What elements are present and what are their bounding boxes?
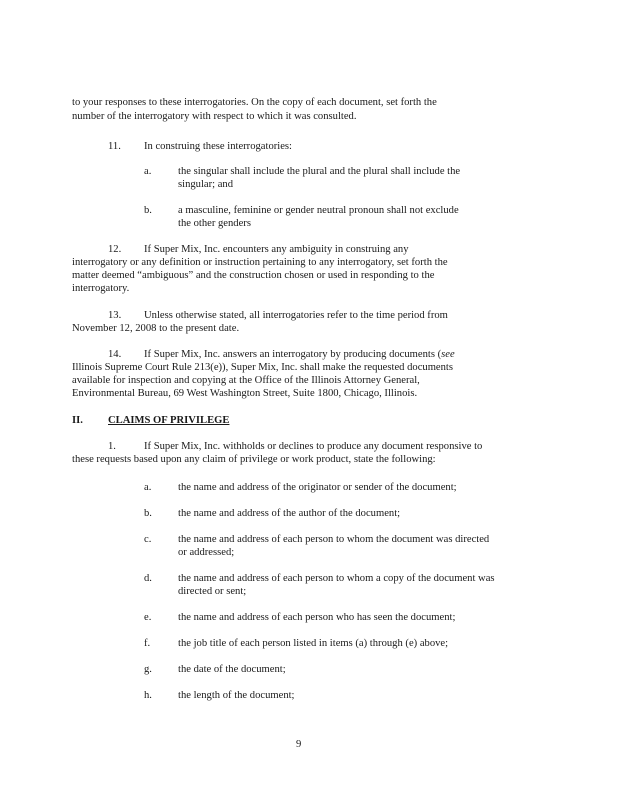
para-1-line-1: If Super Mix, Inc. withholds or declines to produce any document responsive to [144, 441, 483, 452]
item-e-line-1: the name and address of each person who has seen the document; [178, 612, 456, 623]
item-h-line-1: the length of the document; [178, 690, 295, 701]
para-12-number: 12. [108, 244, 122, 255]
para-12-line-2: interrogatory or any definition or instruction pertaining to any interrogatory, set forth the [72, 257, 448, 268]
section-2-title: CLAIMS OF PRIVILEGE [108, 415, 230, 426]
para-14-line-3: available for inspection and copying at the Office of the Illinois Attorney General, [72, 375, 420, 386]
item-b-line-1: the name and address of the author of the document; [178, 508, 401, 519]
para-11-item-a-line-1: the singular shall include the plural and the plural shall include the [178, 166, 461, 177]
para-14-number: 14. [108, 349, 122, 360]
item-f-line-1: the job title of each person listed in items (a) through (e) above; [178, 638, 449, 649]
para-14-line-4: Environmental Bureau, 69 West Washington Street, Suite 1800, Chicago, Illinois. [72, 388, 418, 399]
para-11-item-a-label: a. [144, 166, 152, 177]
para-11-number: 11. [108, 141, 121, 152]
para-12-line-1: If Super Mix, Inc. encounters any ambiguity in construing any [144, 244, 409, 255]
item-e-label: e. [144, 612, 152, 623]
para-14-see: see [441, 349, 455, 360]
para-13-line-1: Unless otherwise stated, all interrogatories refer to the time period from [144, 310, 448, 321]
para-12-line-3: matter deemed “ambiguous” and the construction chosen or used in responding to the [72, 270, 435, 281]
item-d-line-2: directed or sent; [178, 586, 247, 597]
para-12-line-4: interrogatory. [72, 283, 130, 294]
para-1-line-2: these requests based upon any claim of privilege or work product, state the following: [72, 454, 436, 465]
item-c-line-1: the name and address of each person to whom the document was directed [178, 534, 490, 545]
item-f-label: f. [144, 638, 151, 649]
para-14-line-2: Illinois Supreme Court Rule 213(e)), Super Mix, Inc. shall make the requested documents [72, 362, 453, 373]
item-h-label: h. [144, 690, 152, 701]
para-11-item-b-line-1: a masculine, feminine or gender neutral pronoun shall not exclude [178, 205, 459, 216]
para-11-text: In construing these interrogatories: [144, 141, 292, 152]
para-1-number: 1. [108, 441, 116, 452]
para-14-line-1 [144, 348, 455, 361]
item-c-label: c. [144, 534, 152, 545]
para-11-item-b-label: b. [144, 205, 152, 216]
item-g-label: g. [144, 664, 152, 675]
intro-line-1: to your responses to these interrogatories. On the copy of each document, set forth the [72, 97, 437, 108]
intro-line-2: number of the interrogatory with respect to which it was consulted. [72, 111, 357, 122]
para-11-item-a-line-2: singular; and [178, 179, 234, 190]
item-b-label: b. [144, 508, 152, 519]
item-d-line-1: the name and address of each person to whom a copy of the document was [178, 573, 495, 584]
item-g-line-1: the date of the document; [178, 664, 286, 675]
para-13-number: 13. [108, 310, 122, 321]
para-14-line-1-text: If Super Mix, Inc. answers an interrogatory by producing documents ( [144, 349, 442, 360]
item-c-line-2: or addressed; [178, 547, 235, 558]
item-d-label: d. [144, 573, 152, 584]
page-number: 9 [296, 739, 302, 750]
item-a-line-1: the name and address of the originator or sender of the document; [178, 482, 457, 493]
item-a-label: a. [144, 482, 152, 493]
section-2-number: II. [72, 415, 83, 426]
para-11-item-b-line-2: the other genders [178, 218, 251, 229]
para-13-line-2: November 12, 2008 to the present date. [72, 323, 240, 334]
